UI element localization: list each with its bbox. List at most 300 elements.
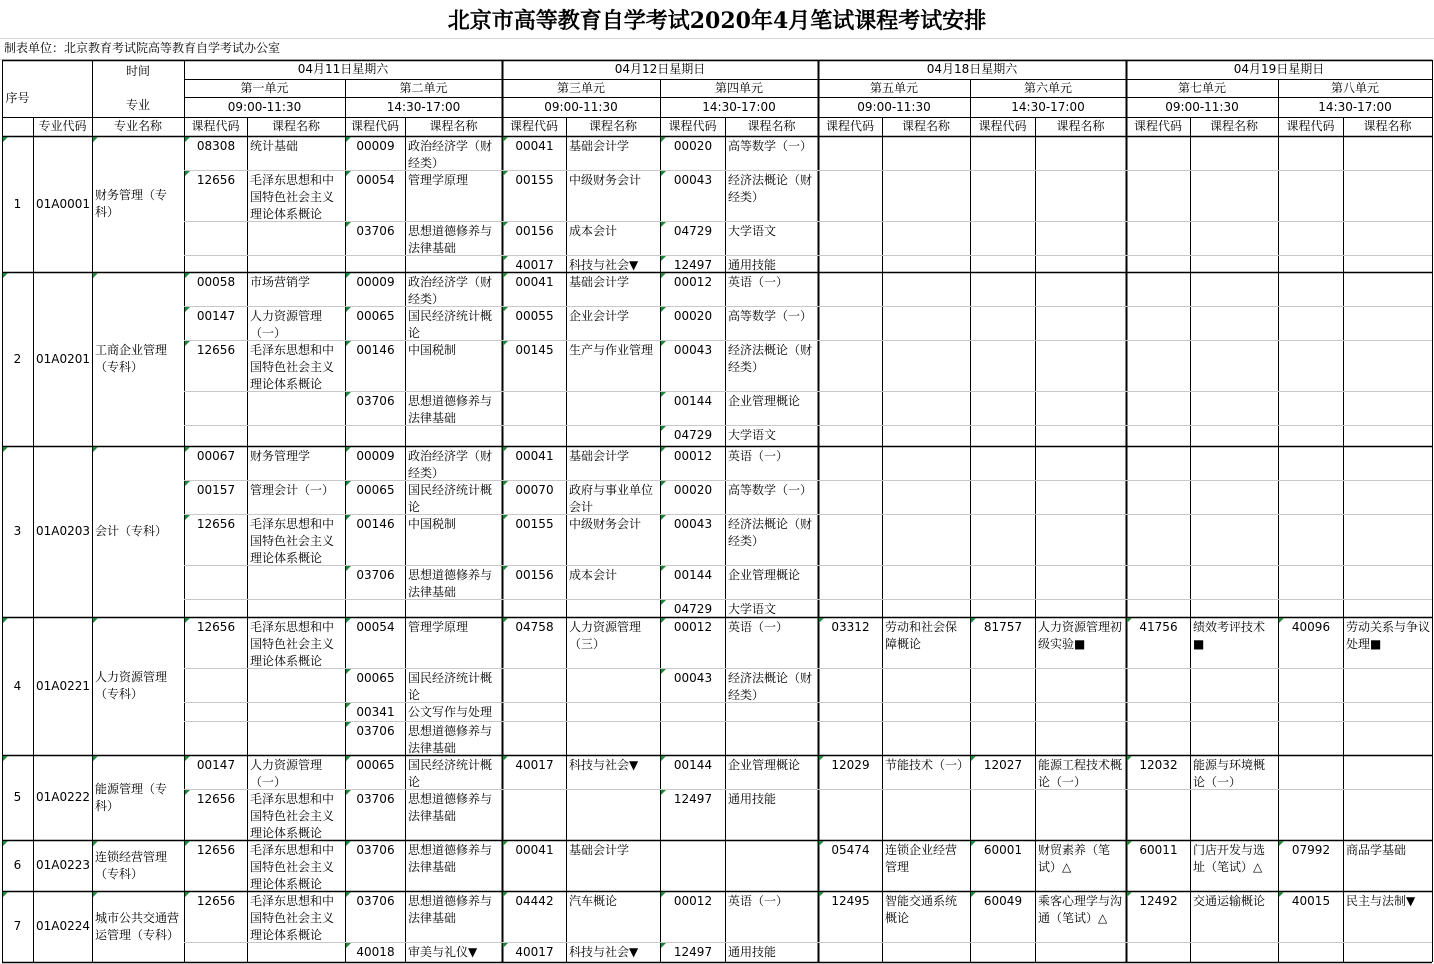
cell-marker xyxy=(971,841,976,846)
cell-marker xyxy=(93,841,98,846)
course-code-header: 课程代码 xyxy=(350,119,399,133)
cell-marker xyxy=(503,307,508,312)
course-name-cell: 成本会计 xyxy=(569,568,618,582)
cell-marker xyxy=(185,137,190,142)
unit-time-header: 14:30-17:00 xyxy=(1318,99,1392,114)
cell-marker xyxy=(346,307,351,312)
major-name-cell: 工商企业管理（专科） xyxy=(95,343,168,374)
cell-marker xyxy=(1127,892,1132,897)
course-code-cell: 00041 xyxy=(515,275,554,289)
cell-marker xyxy=(661,790,666,795)
course-code-cell: 04729 xyxy=(673,428,713,442)
seq-cell: 6 xyxy=(13,858,22,872)
course-name-cell: 生产与作业管理 xyxy=(569,343,654,357)
course-name-header: 课程名称 xyxy=(588,119,637,133)
cell-marker xyxy=(661,566,666,571)
major-code-cell: 01A0203 xyxy=(36,524,91,538)
cell-marker xyxy=(503,566,508,571)
course-code-cell: 08308 xyxy=(196,139,236,153)
course-name-cell: 中级财务会计 xyxy=(569,517,642,531)
course-name-cell: 英语（一） xyxy=(728,275,789,289)
cell-marker xyxy=(819,618,824,623)
course-code-cell: 00054 xyxy=(356,173,395,187)
major-name-cell: 财务管理（专科） xyxy=(95,188,168,219)
cell-marker xyxy=(93,756,98,761)
unit-name-header: 第七单元 xyxy=(1177,80,1226,95)
course-name-cell: 中国税制 xyxy=(408,343,457,357)
seq-cell: 2 xyxy=(13,351,22,366)
course-name-cell: 英语（一） xyxy=(728,620,789,634)
major-name-cell: 人力资源管理（专科） xyxy=(95,670,168,701)
cell-marker xyxy=(819,841,824,846)
course-code-cell: 12497 xyxy=(673,792,713,806)
cell-marker xyxy=(3,447,8,452)
cell-marker xyxy=(346,171,351,176)
course-name-cell: 思想道德修养与法律基础 xyxy=(408,568,493,599)
cell-marker xyxy=(185,481,190,486)
cell-marker xyxy=(346,273,351,278)
major-name-cell: 连锁经营管理（专科） xyxy=(95,849,168,881)
cell-marker xyxy=(661,307,666,312)
seq-cell: 4 xyxy=(13,678,22,693)
unit-time-header: 14:30-17:00 xyxy=(702,99,776,114)
course-code-header: 课程代码 xyxy=(978,119,1027,133)
cell-marker xyxy=(503,481,508,486)
course-name-header: 课程名称 xyxy=(901,119,950,133)
course-name-cell: 人力资源管理初级实验■ xyxy=(1038,620,1123,651)
cell-marker xyxy=(346,756,351,761)
cell-marker xyxy=(661,256,666,261)
course-code-cell: 00067 xyxy=(196,449,236,463)
cell-marker xyxy=(661,943,666,948)
course-code-cell: 00012 xyxy=(673,275,713,289)
course-name-header: 课程名称 xyxy=(429,119,478,133)
cell-marker xyxy=(971,756,976,761)
cell-marker xyxy=(661,392,666,397)
course-code-cell: 00043 xyxy=(673,517,713,531)
cell-marker xyxy=(346,515,351,520)
course-name-cell: 国民经济统计概论 xyxy=(408,758,493,789)
course-code-cell: 00065 xyxy=(356,671,395,685)
course-name-cell: 国民经济统计概论 xyxy=(408,483,493,514)
unit-time-header: 14:30-17:00 xyxy=(386,99,461,114)
course-name-cell: 交通运输概论 xyxy=(1193,894,1266,908)
course-code-cell: 00020 xyxy=(673,483,713,497)
course-code-cell: 00144 xyxy=(673,568,713,582)
course-name-cell: 毛泽东思想和中国特色社会主义理论体系概论 xyxy=(250,173,335,221)
course-code-cell: 00065 xyxy=(356,483,395,497)
cell-marker xyxy=(346,943,351,948)
course-code-cell: 04442 xyxy=(515,894,554,908)
course-code-cell: 00041 xyxy=(515,449,554,463)
course-name-cell: 思想道德修养与法律基础 xyxy=(408,724,493,755)
maker-label: 制表单位：北京教育考试院高等教育自学考试办公室 xyxy=(4,41,281,55)
course-name-header: 课程名称 xyxy=(1363,119,1412,133)
cell-marker xyxy=(819,756,824,761)
cell-marker xyxy=(346,722,351,727)
cell-marker xyxy=(3,618,8,623)
course-name-cell: 财务管理学 xyxy=(250,449,311,463)
cell-marker xyxy=(3,841,8,846)
cell-marker xyxy=(661,481,666,486)
course-code-cell: 12656 xyxy=(196,343,236,357)
course-code-cell: 60001 xyxy=(983,843,1023,857)
course-name-cell: 基础会计学 xyxy=(569,449,630,463)
cell-marker xyxy=(503,256,508,261)
course-name-cell: 门店开发与选址（笔试）△ xyxy=(1193,843,1266,874)
course-code-cell: 00341 xyxy=(356,705,395,719)
sheet-title: 北京市高等教育自学考试2020年4月笔试课程考试安排 xyxy=(447,8,987,34)
course-code-cell: 40015 xyxy=(1291,894,1331,908)
cell-marker xyxy=(661,447,666,452)
unit-time-header: 09:00-11:30 xyxy=(857,99,931,114)
course-code-cell: 00009 xyxy=(356,275,395,289)
cell-marker xyxy=(346,790,351,795)
course-name-cell: 企业管理概论 xyxy=(728,758,801,772)
course-name-header: 课程名称 xyxy=(1056,119,1105,133)
course-code-cell: 00065 xyxy=(356,309,395,323)
course-code-cell: 03706 xyxy=(356,843,395,857)
course-name-cell: 英语（一） xyxy=(728,449,789,463)
course-code-cell: 00009 xyxy=(356,449,395,463)
course-name-cell: 思想道德修养与法律基础 xyxy=(408,894,493,925)
course-name-cell: 毛泽东思想和中国特色社会主义理论体系概论 xyxy=(250,894,335,942)
date-header: 04月12日星期日 xyxy=(614,62,706,76)
cell-marker xyxy=(3,892,8,897)
course-name-cell: 思想道德修养与法律基础 xyxy=(408,224,493,255)
course-code-cell: 00146 xyxy=(356,517,395,531)
cell-marker xyxy=(661,892,666,897)
course-code-cell: 12027 xyxy=(983,758,1023,772)
course-code-cell: 40018 xyxy=(356,945,395,959)
course-name-cell: 政治经济学（财经类） xyxy=(408,139,493,170)
time-corner-label: 时间 xyxy=(125,63,150,78)
course-name-cell: 汽车概论 xyxy=(569,894,618,908)
course-name-cell: 人力资源管理（三） xyxy=(569,620,642,651)
course-code-cell: 05474 xyxy=(831,843,870,857)
course-name-cell: 企业管理概论 xyxy=(728,394,801,408)
seq-cell: 5 xyxy=(13,790,22,804)
course-code-cell: 03706 xyxy=(356,894,395,908)
course-code-cell: 12029 xyxy=(831,758,870,772)
course-code-header: 课程代码 xyxy=(668,119,717,133)
course-code-cell: 00156 xyxy=(515,224,554,238)
course-name-cell: 经济法概论（财经类） xyxy=(728,671,813,702)
course-code-cell: 12492 xyxy=(1139,894,1178,908)
course-code-cell: 00009 xyxy=(356,139,395,153)
course-code-cell: 00020 xyxy=(673,309,713,323)
course-name-cell: 绩效考评技术■ xyxy=(1193,620,1266,651)
cell-marker xyxy=(503,943,508,948)
course-code-cell: 12497 xyxy=(673,945,713,959)
course-code-cell: 00020 xyxy=(673,139,713,153)
course-name-cell: 毛泽东思想和中国特色社会主义理论体系概论 xyxy=(250,843,335,891)
cell-marker xyxy=(661,222,666,227)
course-code-cell: 12497 xyxy=(673,258,713,272)
course-code-cell: 00144 xyxy=(673,394,713,408)
course-code-cell: 00144 xyxy=(673,758,713,772)
cell-marker xyxy=(661,669,666,674)
course-code-cell: 12656 xyxy=(196,792,236,806)
course-name-cell: 连锁企业经营管理 xyxy=(885,843,958,874)
course-code-cell: 03706 xyxy=(356,568,395,582)
cell-marker xyxy=(661,273,666,278)
course-name-cell: 能源工程技术概论（一） xyxy=(1038,758,1123,789)
course-name-cell: 科技与社会▼ xyxy=(569,945,639,959)
course-name-cell: 商品学基础 xyxy=(1346,843,1407,857)
course-code-cell: 60049 xyxy=(983,894,1023,908)
course-code-cell: 00054 xyxy=(356,620,395,634)
course-name-cell: 英语（一） xyxy=(728,894,789,908)
cell-marker xyxy=(185,273,190,278)
cell-marker xyxy=(1127,841,1132,846)
major-name-cell: 城市公共交通营运管理（专科） xyxy=(95,910,180,942)
course-name-cell: 大学语文 xyxy=(728,602,777,616)
course-name-cell: 思想道德修养与法律基础 xyxy=(408,394,493,425)
course-code-cell: 00041 xyxy=(515,139,554,153)
course-name-cell: 人力资源管理（一） xyxy=(250,758,323,789)
course-name-cell: 乘客心理学与沟通（笔试）△ xyxy=(1038,894,1123,925)
date-header: 04月11日星期六 xyxy=(297,62,389,76)
course-name-cell: 国民经济统计概论 xyxy=(408,671,493,702)
unit-name-header: 第三单元 xyxy=(556,80,605,95)
date-header: 04月19日星期日 xyxy=(1233,62,1325,76)
course-code-cell: 00155 xyxy=(515,173,554,187)
cell-marker xyxy=(93,618,98,623)
course-code-cell: 00070 xyxy=(515,483,554,497)
course-name-cell: 思想道德修养与法律基础 xyxy=(408,843,493,874)
cell-marker xyxy=(661,618,666,623)
course-name-cell: 高等数学（一） xyxy=(728,139,813,153)
course-name-cell: 政府与事业单位会计 xyxy=(569,483,654,514)
cell-marker xyxy=(661,515,666,520)
course-code-cell: 00043 xyxy=(673,173,713,187)
course-code-cell: 03706 xyxy=(356,724,395,738)
cell-marker xyxy=(346,892,351,897)
cell-marker xyxy=(661,600,666,605)
cell-marker xyxy=(503,447,508,452)
course-name-header: 课程名称 xyxy=(747,119,796,133)
cell-marker xyxy=(3,273,8,278)
unit-time-header: 09:00-11:30 xyxy=(544,99,618,114)
unit-name-header: 第八单元 xyxy=(1330,80,1379,95)
course-name-cell: 管理会计（一） xyxy=(250,483,335,497)
course-code-cell: 04729 xyxy=(673,602,713,616)
cell-marker xyxy=(661,171,666,176)
cell-marker xyxy=(185,756,190,761)
course-code-cell: 40017 xyxy=(515,945,554,959)
cell-marker xyxy=(346,618,351,623)
unit-name-header: 第五单元 xyxy=(869,80,918,95)
cell-marker xyxy=(503,341,508,346)
course-code-cell: 03312 xyxy=(831,620,870,634)
course-code-header: 课程代码 xyxy=(509,119,558,133)
course-name-cell: 成本会计 xyxy=(569,224,618,238)
cell-marker xyxy=(661,756,666,761)
cell-marker xyxy=(346,392,351,397)
course-name-cell: 劳动和社会保障概论 xyxy=(885,620,958,651)
course-code-cell: 12656 xyxy=(196,843,236,857)
major-code-cell: 01A0222 xyxy=(36,790,91,804)
unit-name-header: 第六单元 xyxy=(1023,80,1072,95)
cell-marker xyxy=(346,341,351,346)
cell-marker xyxy=(661,341,666,346)
course-code-cell: 00065 xyxy=(356,758,395,772)
unit-time-header: 14:30-17:00 xyxy=(1011,99,1085,114)
course-name-cell: 民主与法制▼ xyxy=(1346,894,1416,908)
unit-name-header: 第四单元 xyxy=(714,80,763,95)
seq-cell: 1 xyxy=(13,196,22,211)
major-name-header: 专业名称 xyxy=(113,119,162,133)
course-name-cell: 市场营销学 xyxy=(250,275,311,289)
course-code-cell: 04729 xyxy=(673,224,713,238)
cell-marker xyxy=(185,892,190,897)
course-code-cell: 60011 xyxy=(1139,843,1178,857)
unit-name-header: 第二单元 xyxy=(399,80,448,95)
seq-cell: 3 xyxy=(13,524,22,538)
cell-marker xyxy=(346,669,351,674)
course-name-cell: 通用技能 xyxy=(728,258,777,272)
course-code-cell: 00012 xyxy=(673,894,713,908)
cell-marker xyxy=(661,137,666,142)
course-name-cell: 科技与社会▼ xyxy=(569,258,639,272)
course-code-cell: 00043 xyxy=(673,343,713,357)
course-name-header: 课程名称 xyxy=(1209,119,1258,133)
course-code-cell: 00155 xyxy=(515,517,554,531)
course-code-cell: 12656 xyxy=(196,173,236,187)
unit-name-header: 第一单元 xyxy=(240,80,289,95)
cell-marker xyxy=(346,841,351,846)
seq-cell: 7 xyxy=(13,919,22,933)
course-name-cell: 通用技能 xyxy=(728,792,777,806)
course-name-cell: 高等数学（一） xyxy=(728,483,813,497)
course-name-cell: 基础会计学 xyxy=(569,275,630,289)
cell-marker xyxy=(185,341,190,346)
cell-marker xyxy=(1127,756,1132,761)
cell-marker xyxy=(503,137,508,142)
cell-marker xyxy=(503,618,508,623)
course-name-cell: 财贸素养（笔试）△ xyxy=(1038,843,1111,874)
course-name-cell: 毛泽东思想和中国特色社会主义理论体系概论 xyxy=(250,620,335,668)
course-name-cell: 经济法概论（财经类） xyxy=(728,173,813,204)
course-code-cell: 12032 xyxy=(1139,758,1178,772)
cell-marker xyxy=(185,171,190,176)
course-code-cell: 81757 xyxy=(983,620,1023,634)
cell-marker xyxy=(1127,618,1132,623)
course-name-cell: 基础会计学 xyxy=(569,139,630,153)
cell-marker xyxy=(3,756,8,761)
course-name-cell: 人力资源管理（一） xyxy=(250,309,323,340)
major-code-cell: 01A0001 xyxy=(36,196,91,211)
cell-marker xyxy=(93,447,98,452)
cell-marker xyxy=(346,447,351,452)
major-name-cell: 能源管理（专科） xyxy=(95,781,168,813)
course-code-header: 课程代码 xyxy=(1133,119,1182,133)
course-code-cell: 00012 xyxy=(673,449,713,463)
course-code-header: 课程代码 xyxy=(191,119,240,133)
cell-marker xyxy=(1279,618,1284,623)
cell-marker xyxy=(503,222,508,227)
course-name-cell: 智能交通系统概论 xyxy=(885,894,958,925)
cell-marker xyxy=(93,892,98,897)
cell-marker xyxy=(503,515,508,520)
course-name-cell: 大学语文 xyxy=(728,224,777,238)
course-name-cell: 政治经济学（财经类） xyxy=(408,449,493,480)
cell-marker xyxy=(503,171,508,176)
cell-marker xyxy=(185,790,190,795)
course-name-cell: 管理学原理 xyxy=(408,620,469,634)
course-code-cell: 07992 xyxy=(1291,843,1331,857)
cell-marker xyxy=(185,515,190,520)
course-name-header: 课程名称 xyxy=(271,119,320,133)
course-name-cell: 大学语文 xyxy=(728,428,777,442)
cell-marker xyxy=(346,703,351,708)
course-code-header: 课程代码 xyxy=(825,119,874,133)
course-name-cell: 审美与礼仪▼ xyxy=(408,945,478,959)
course-code-cell: 40096 xyxy=(1291,620,1331,634)
course-name-cell: 节能技术（一） xyxy=(885,758,970,772)
cell-marker xyxy=(503,273,508,278)
course-name-cell: 能源与环境概论（一） xyxy=(1193,758,1266,789)
course-code-cell: 00041 xyxy=(515,843,554,857)
course-code-cell: 00055 xyxy=(515,309,554,323)
major-code-cell: 01A0224 xyxy=(36,919,91,933)
course-name-cell: 公文写作与处理 xyxy=(408,705,493,719)
course-code-cell: 12656 xyxy=(196,620,236,634)
course-name-cell: 科技与社会▼ xyxy=(569,758,639,772)
course-code-cell: 00157 xyxy=(196,483,236,497)
seq-header: 序号 xyxy=(5,90,30,105)
course-name-cell: 通用技能 xyxy=(728,945,777,959)
cell-marker xyxy=(346,137,351,142)
course-name-cell: 中国税制 xyxy=(408,517,457,531)
cell-marker xyxy=(1279,841,1284,846)
major-code-cell: 01A0223 xyxy=(36,858,91,872)
course-name-cell: 毛泽东思想和中国特色社会主义理论体系概论 xyxy=(250,792,335,840)
cell-marker xyxy=(971,892,976,897)
course-code-cell: 40017 xyxy=(515,758,554,772)
course-code-cell: 00145 xyxy=(515,343,554,357)
course-code-cell: 04758 xyxy=(515,620,554,634)
course-code-cell: 12495 xyxy=(831,894,870,908)
cell-marker xyxy=(346,481,351,486)
cell-marker xyxy=(661,426,666,431)
cell-marker xyxy=(185,841,190,846)
course-code-cell: 00147 xyxy=(196,758,236,772)
cell-marker xyxy=(503,756,508,761)
cell-marker xyxy=(185,618,190,623)
course-code-header: 课程代码 xyxy=(1286,119,1335,133)
cell-marker xyxy=(346,566,351,571)
course-name-cell: 企业管理概论 xyxy=(728,568,801,582)
course-code-cell: 03706 xyxy=(356,792,395,806)
cell-marker xyxy=(93,137,98,142)
cell-marker xyxy=(1279,892,1284,897)
course-name-cell: 思想道德修养与法律基础 xyxy=(408,792,493,823)
course-code-cell: 12656 xyxy=(196,894,236,908)
course-code-cell: 00012 xyxy=(673,620,713,634)
course-name-cell: 统计基础 xyxy=(250,139,299,153)
cell-marker xyxy=(185,307,190,312)
cell-marker xyxy=(3,137,8,142)
course-name-cell: 企业会计学 xyxy=(569,309,630,323)
cell-marker xyxy=(93,273,98,278)
cell-marker xyxy=(185,447,190,452)
major-name-cell: 会计（专科） xyxy=(95,524,168,538)
course-name-cell: 经济法概论（财经类） xyxy=(728,517,813,548)
date-header: 04月18日星期六 xyxy=(926,62,1018,76)
course-name-cell: 政治经济学（财经类） xyxy=(408,275,493,306)
